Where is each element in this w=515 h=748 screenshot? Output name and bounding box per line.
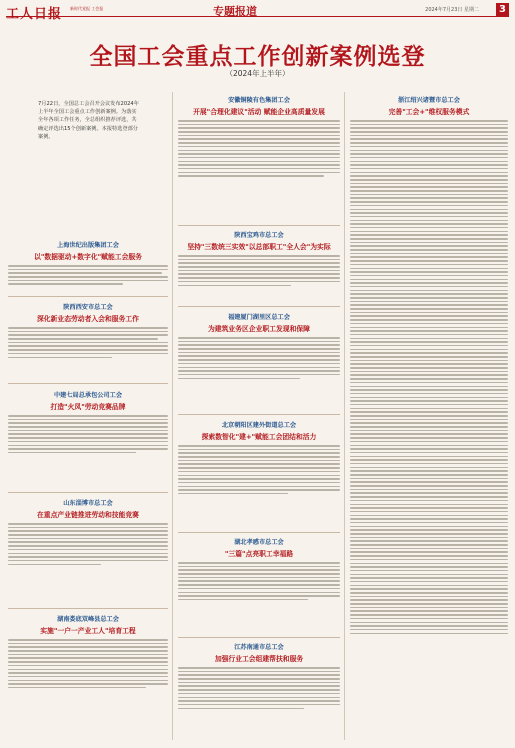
article-org: 陕西宝鸡市总工会 xyxy=(234,232,284,239)
article-org: 北京朝阳区建外街道总工会 xyxy=(221,422,297,429)
article-body xyxy=(178,337,340,379)
masthead xyxy=(6,3,509,22)
article-headline: "三篇"点亮职工幸福路 xyxy=(224,550,294,558)
article-body xyxy=(8,265,168,285)
article-card xyxy=(178,95,340,179)
logo-subtitle: 新时代党报 工会报 xyxy=(70,6,104,11)
article-headline: 深化新业态劳动者入会和服务工作 xyxy=(37,315,139,323)
article-org: 浙江绍兴诸暨市总工会 xyxy=(398,97,460,104)
article-body xyxy=(8,327,168,358)
article-divider xyxy=(8,383,168,384)
article-card xyxy=(8,240,168,287)
article-org: 湖北孝感市总工会 xyxy=(234,539,284,546)
column-divider xyxy=(172,92,173,740)
intro-paragraph: 7月22日，全国总工会召开会议发布2024年上半年全国工会重点工作创新案例。为落实全年各项工作任务，全总组织推荐评选，共确定评选出15个创新案例。本报特选登部分案例。 xyxy=(38,101,139,140)
article-org: 中建七局总承包公司工会 xyxy=(53,392,123,399)
article-org: 江苏南通市总工会 xyxy=(234,644,284,651)
article-body xyxy=(8,523,168,565)
article-card xyxy=(8,302,168,360)
article-divider xyxy=(8,296,168,297)
article-body xyxy=(178,562,340,600)
article-headline: 开展"合理化建议"活动 赋能企业高质量发展 xyxy=(193,108,325,116)
article-headline: 为建筑业务区企业职工发现和保障 xyxy=(208,325,310,333)
article-body xyxy=(8,639,168,688)
article-body xyxy=(178,120,340,177)
article-card xyxy=(178,312,340,381)
article-card xyxy=(178,642,340,711)
article-headline: 在重点产业链推进劳动和技能竞赛 xyxy=(37,511,139,519)
article-org: 陕西西安市总工会 xyxy=(63,304,113,311)
article-org: 山东淄博市总工会 xyxy=(63,500,113,507)
article-org: 湖南娄底双峰县总工会 xyxy=(57,616,119,623)
article-org: 上海世纪出版集团工会 xyxy=(57,242,119,249)
article-body xyxy=(8,415,168,453)
article-card xyxy=(178,230,340,288)
issue-date: 2024年7月23日 星期二 xyxy=(425,7,479,13)
article-divider xyxy=(178,225,340,226)
article-card xyxy=(350,95,508,636)
article-divider xyxy=(8,492,168,493)
page-title: 全国工会重点工作创新案例选登 xyxy=(89,44,426,70)
article-card xyxy=(178,420,340,497)
article-headline: 以"数据驱动+数字化"赋能工会服务 xyxy=(34,253,142,261)
article-headline: 加强行业工会组建帮扶和服务 xyxy=(214,655,304,663)
article-divider xyxy=(178,414,340,415)
article-body xyxy=(178,255,340,286)
article-body xyxy=(178,445,340,494)
article-headline: 实施"一户一产业工人"培育工程 xyxy=(40,627,136,635)
article-headline: 探索数智化"建+"赋能工会团结和活力 xyxy=(201,433,317,441)
article-org: 福建厦门湖里区总工会 xyxy=(228,314,290,321)
article-card xyxy=(8,614,168,691)
article-body xyxy=(350,120,508,634)
article-divider xyxy=(8,608,168,609)
article-divider xyxy=(178,532,340,533)
article-headline: 完善"工会+"维权服务模式 xyxy=(388,108,470,116)
article-org: 安徽铜陵有色集团工会 xyxy=(228,97,290,104)
article-divider xyxy=(178,637,340,638)
article-card xyxy=(178,537,340,603)
section-label: 专题报道 xyxy=(213,5,257,18)
article-divider xyxy=(178,306,340,307)
page-number: 3 xyxy=(496,3,509,16)
column-divider xyxy=(344,92,345,740)
article-card xyxy=(8,390,168,456)
article-card xyxy=(8,498,168,567)
newspaper-logo: 工人日报 xyxy=(6,7,63,22)
page-subtitle: （2024年上半年） xyxy=(225,69,290,78)
article-headline: 坚持"三数统三实效"以总部职工"全人会"为实际 xyxy=(187,243,331,251)
article-body xyxy=(178,667,340,709)
article-headline: 打造"火凤"劳动竞赛品牌 xyxy=(50,403,126,411)
